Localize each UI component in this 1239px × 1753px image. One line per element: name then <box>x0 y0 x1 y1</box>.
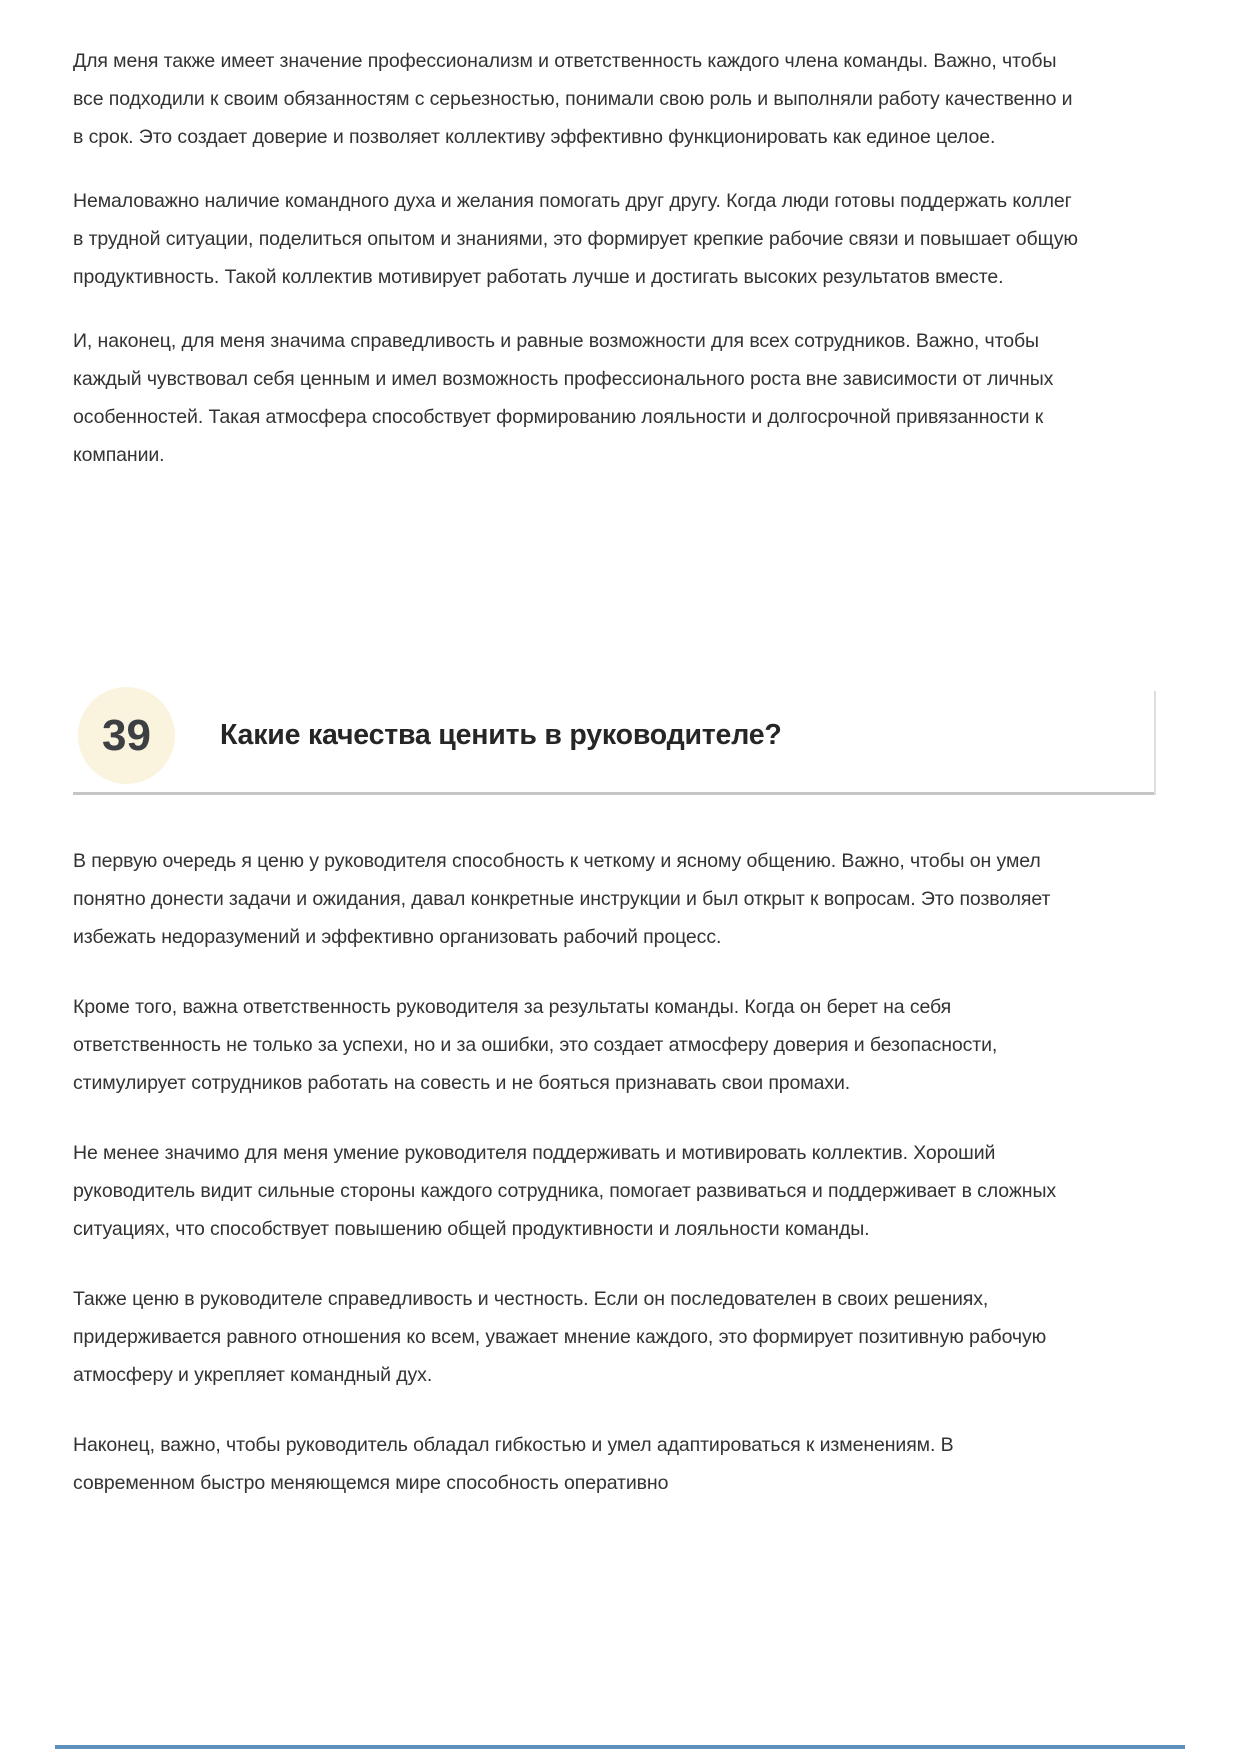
answer-paragraph-2: Кроме того, важна ответственность руководителя за результаты команды. Когда он берет на себя ответственность не только за успехи, но и за ошибки, это создает атмосферу доверия и безопасности, стимулирует сотрудников работать на совесть и не бояться признавать свои промахи. <box>73 996 998 1094</box>
question-header <box>73 687 1156 784</box>
intro-paragraph-2: Немаловажно наличие командного духа и желания помогать друг другу. Когда люди готовы поддержать коллег в трудной ситуации, поделиться опытом и знаниями, это формирует крепкие рабочие связи и повышает общую продуктивность. Такой коллектив мотивирует работать лучше и достигать высоких результатов вместе. <box>73 190 1078 288</box>
answer-paragraph-5: Наконец, важно, чтобы руководитель обладал гибкостью и умел адаптироваться к изменениям. В современном быстро меняющемся мире способность оперативно <box>73 1434 954 1494</box>
answer-paragraph-4: Также ценю в руководителе справедливость и честность. Если он последователен в своих решениях, придерживается равного отношения ко всем, уважает мнение каждого, это формирует позитивную рабочую атмосферу и укрепляет командный дух. <box>73 1288 1047 1386</box>
question-title: Какие качества ценить в руководителе? <box>220 719 782 751</box>
answer-paragraph-3: Не менее значимо для меня умение руководителя поддерживать и мотивировать коллектив. Хороший руководитель видит сильные стороны каждого сотрудника, помогает развиваться и поддерживает в сложных ситуациях, что способствует повышению общей продуктивности и лояльности команды. <box>73 1142 1057 1240</box>
question-number-badge <box>78 687 175 784</box>
header-right-border <box>1154 691 1156 795</box>
question-number: 39 <box>102 710 151 760</box>
answer-section <box>73 795 1156 1502</box>
answer-paragraph-1: В первую очередь я ценю у руководителя способность к четкому и ясному общению. Важно, чтобы он умел понятно донести задачи и ожидания, давал конкретные инструкции и был открыт к вопросам. Это позволяет избежать недоразумений и эффективно организовать рабочий процесс. <box>73 850 1051 948</box>
intro-paragraph-3: И, наконец, для меня значима справедливость и равные возможности для всех сотрудников. Важно, чтобы каждый чувствовал себя ценным и имел возможность профессионального роста вне зависимости от личных особенностей. Такая атмосфера способствует формированию лояльности и долгосрочной привязанности к компании. <box>73 330 1054 466</box>
page-bottom-accent-line <box>55 1745 1185 1749</box>
document-page <box>73 42 1156 1534</box>
intro-paragraph-1: Для меня также имеет значение профессионализм и ответственность каждого члена команды. Важно, чтобы все подходили к своим обязанностям с серьезностью, понимали свою роль и выполняли работу качественно и в срок. Это создает доверие и позволяет коллективу эффективно функционировать как единое целое. <box>73 50 1073 148</box>
intro-section <box>73 42 1156 474</box>
